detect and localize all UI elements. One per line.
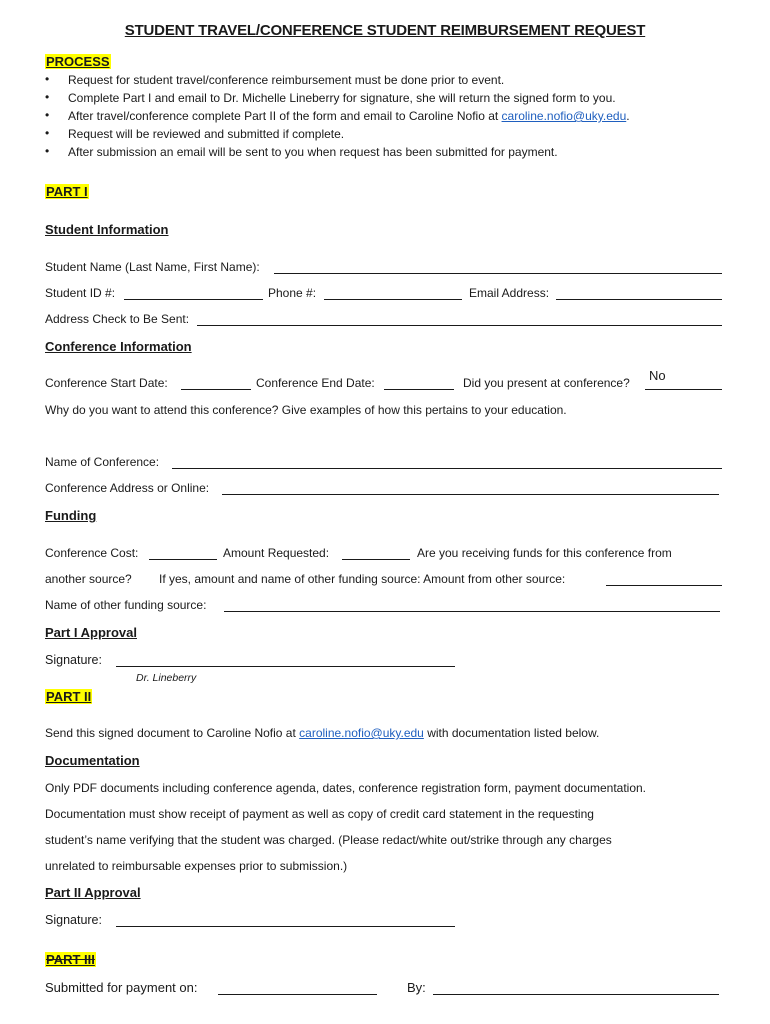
student-id-label: Student ID #: xyxy=(45,286,116,300)
process-heading: PROCESS xyxy=(46,54,110,69)
conference-info-heading: Conference Information xyxy=(45,339,192,354)
bullet-icon: • xyxy=(45,90,50,104)
conference-end-field[interactable] xyxy=(384,389,454,390)
signer-name: Dr. Lineberry xyxy=(136,672,197,684)
part2-heading: PART II xyxy=(46,689,92,704)
email-link[interactable]: caroline.nofio@uky.edu xyxy=(299,726,424,740)
conference-address-label: Conference Address or Online: xyxy=(45,481,210,495)
student-id-field[interactable] xyxy=(124,299,263,300)
why-attend-label: Why do you want to attend this conference? Give examples of how this pertains to your education. xyxy=(45,403,567,417)
documentation-heading: Documentation xyxy=(45,753,140,768)
present-value[interactable]: No xyxy=(649,368,666,383)
student-name-label: Student Name (Last Name, First Name): xyxy=(45,260,260,274)
email-link[interactable]: caroline.nofio@uky.edu xyxy=(501,109,627,123)
conference-start-field[interactable] xyxy=(181,389,251,390)
other-funding-name-field[interactable] xyxy=(224,611,720,612)
conference-name-field[interactable] xyxy=(172,468,722,469)
other-amount-field[interactable] xyxy=(606,585,722,586)
conference-start-label: Conference Start Date: xyxy=(45,376,168,390)
submitted-date-field[interactable] xyxy=(218,994,377,995)
bullet-icon: • xyxy=(45,72,50,86)
present-label: Did you present at conference? xyxy=(463,376,630,390)
conference-address-field[interactable] xyxy=(222,494,719,495)
part1-signature-label: Signature: xyxy=(45,653,102,667)
by-field[interactable] xyxy=(433,994,719,995)
student-name-field[interactable] xyxy=(274,273,722,274)
submitted-label: Submitted for payment on: xyxy=(45,980,198,995)
part2-signature-label: Signature: xyxy=(45,913,102,927)
bullet-icon: • xyxy=(45,126,50,140)
conference-cost-field[interactable] xyxy=(149,559,217,560)
other-source-label: another source? xyxy=(45,572,132,586)
documentation-line: Documentation must show receipt of payment as well as copy of credit card statement in the requesting xyxy=(45,807,594,821)
part3-heading: PART III xyxy=(46,952,95,967)
other-funding-name-label: Name of other funding source: xyxy=(45,598,207,612)
process-item: • Request for student travel/conference reimbursement must be done prior to event. xyxy=(45,72,505,87)
conference-cost-label: Conference Cost: xyxy=(45,546,139,560)
present-field[interactable] xyxy=(645,389,722,390)
funding-heading: Funding xyxy=(45,508,97,523)
conference-end-label: Conference End Date: xyxy=(256,376,375,390)
student-info-heading: Student Information xyxy=(45,222,169,237)
email-field[interactable] xyxy=(556,299,722,300)
phone-field[interactable] xyxy=(324,299,462,300)
process-item: • After travel/conference complete Part II of the form and email to Caroline Nofio at caroline.nofio@uky.edu. xyxy=(45,108,630,123)
phone-label: Phone #: xyxy=(268,286,317,300)
address-label: Address Check to Be Sent: xyxy=(45,312,190,326)
documentation-line: student’s name verifying that the student was charged. (Please redact/white out/strike through any charges xyxy=(45,833,612,847)
amount-requested-field[interactable] xyxy=(342,559,410,560)
process-item: • Request will be reviewed and submitted if complete. xyxy=(45,126,345,141)
other-funds-label: Are you receiving funds for this conference from xyxy=(417,546,672,560)
if-yes-label: If yes, amount and name of other funding source: Amount from other source: xyxy=(159,572,566,586)
amount-requested-label: Amount Requested: xyxy=(223,546,330,560)
part2-approval-heading: Part II Approval xyxy=(45,885,141,900)
part1-heading: PART I xyxy=(46,184,88,199)
part2-signature-field[interactable] xyxy=(116,926,455,927)
process-item: • After submission an email will be sent to you when request has been submitted for payment. xyxy=(45,144,558,159)
form-title: STUDENT TRAVEL/CONFERENCE STUDENT REIMBURSEMENT REQUEST xyxy=(124,22,646,39)
email-label: Email Address: xyxy=(469,286,550,300)
process-item: • Complete Part I and email to Dr. Michelle Lineberry for signature, she will return the signed form to you. xyxy=(45,90,616,105)
part1-signature-field[interactable] xyxy=(116,666,455,667)
documentation-line: unrelated to reimbursable expenses prior to submission.) xyxy=(45,859,348,873)
documentation-line: Only PDF documents including conference agenda, dates, conference registration form, payment documentation. xyxy=(45,781,647,795)
bullet-icon: • xyxy=(45,108,50,122)
by-label: By: xyxy=(407,980,426,995)
conference-name-label: Name of Conference: xyxy=(45,455,160,469)
address-field[interactable] xyxy=(197,325,722,326)
part1-approval-heading: Part I Approval xyxy=(45,625,137,640)
bullet-icon: • xyxy=(45,144,50,158)
send-instructions: Send this signed document to Caroline Nofio at caroline.nofio@uky.edu with documentation listed below. xyxy=(45,726,600,740)
